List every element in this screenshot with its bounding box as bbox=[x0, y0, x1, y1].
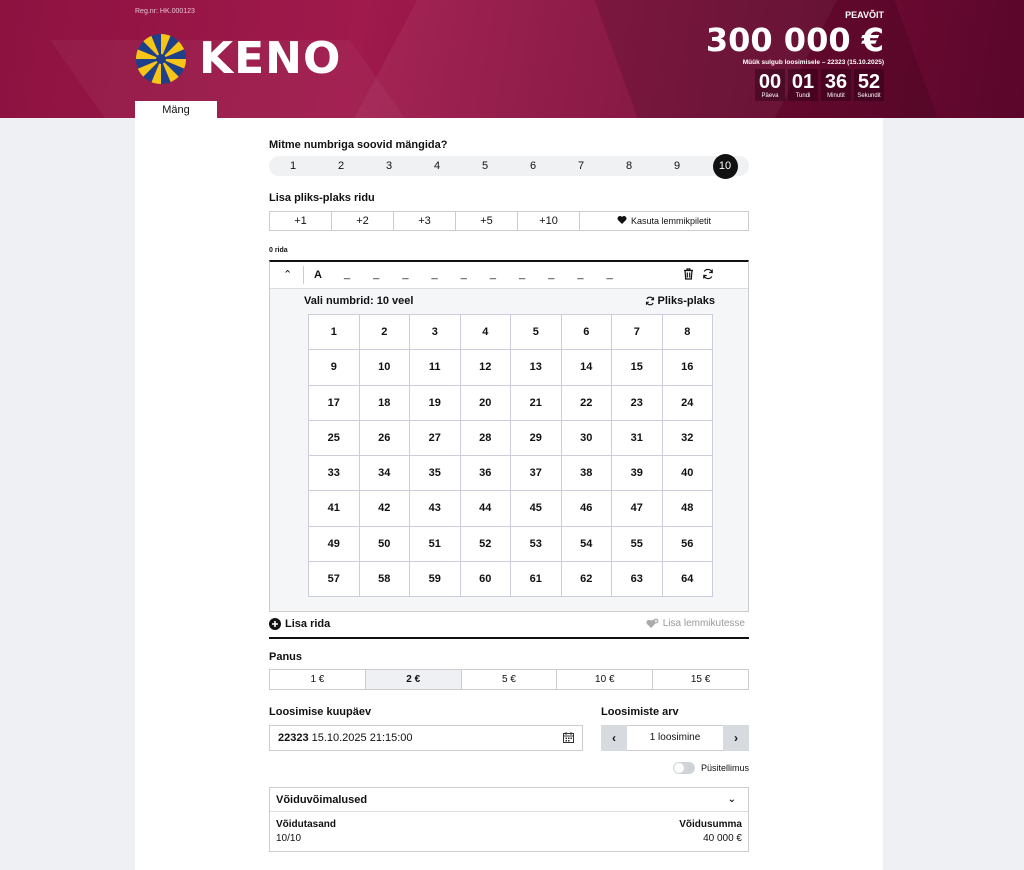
number-cell[interactable]: 8 bbox=[663, 315, 714, 350]
keno-wheel-icon bbox=[135, 33, 187, 85]
stake-option-15[interactable]: 15 € bbox=[690, 674, 711, 685]
number-cell[interactable]: 16 bbox=[663, 350, 714, 385]
stake-option-5[interactable]: 5 € bbox=[462, 670, 558, 689]
winnings-panel bbox=[269, 787, 749, 852]
number-cell[interactable]: 64 bbox=[663, 562, 714, 597]
plus-circle-icon bbox=[269, 618, 281, 630]
number-cell[interactable]: 55 bbox=[612, 527, 663, 562]
number-cell[interactable]: 4 bbox=[461, 315, 512, 350]
number-cell[interactable]: 24 bbox=[663, 386, 714, 421]
draws-stepper bbox=[601, 725, 749, 751]
number-cell[interactable]: 19 bbox=[410, 386, 461, 421]
subscription-toggle[interactable] bbox=[673, 762, 695, 774]
number-cell[interactable]: 59 bbox=[410, 562, 461, 597]
board-row-header bbox=[270, 262, 748, 289]
number-cell[interactable]: 56 bbox=[663, 527, 714, 562]
number-count-option[interactable] bbox=[269, 156, 317, 176]
number-count-option[interactable] bbox=[557, 156, 605, 176]
heart-plus-icon bbox=[646, 618, 659, 629]
number-cell[interactable]: 7 bbox=[612, 315, 663, 350]
add-to-favorites-label: Lisa lemmikutesse bbox=[662, 618, 745, 629]
registration-number: Reg.nr: HK.000123 bbox=[135, 8, 195, 15]
number-cell[interactable]: 37 bbox=[511, 456, 562, 491]
number-cell[interactable]: 45 bbox=[511, 491, 562, 526]
stake-selector bbox=[269, 669, 749, 690]
jackpot-label: PEAVÕIT bbox=[845, 10, 884, 20]
number-count-label: 4 bbox=[433, 160, 441, 172]
pick-instruction: Vali numbrid: 10 veel bbox=[304, 295, 414, 307]
number-count-label: 9 bbox=[673, 160, 681, 172]
stake-option-1[interactable]: 1 € bbox=[270, 670, 366, 689]
subscription-toggle-row bbox=[673, 762, 749, 774]
number-count-option[interactable] bbox=[413, 156, 461, 176]
number-cell[interactable]: 60 bbox=[461, 562, 512, 597]
number-cell[interactable]: 33 bbox=[309, 456, 360, 491]
winnings-header[interactable] bbox=[270, 788, 748, 812]
number-cell[interactable]: 3 bbox=[410, 315, 461, 350]
add-to-favorites-button[interactable] bbox=[646, 618, 745, 629]
number-cell[interactable]: 38 bbox=[562, 456, 613, 491]
winnings-amount-header: Võidusumma bbox=[679, 819, 742, 830]
jackpot-amount: 300 000 € bbox=[705, 21, 884, 59]
use-favorite-label: Kasuta lemmikpiletit bbox=[630, 216, 712, 226]
number-count-label: 5 bbox=[481, 160, 489, 172]
number-cell[interactable]: 1 bbox=[309, 315, 360, 350]
number-cell[interactable]: 34 bbox=[360, 456, 411, 491]
refresh-icon bbox=[645, 296, 655, 306]
chevron-right-icon[interactable]: › bbox=[723, 725, 749, 751]
row-letter: A bbox=[314, 269, 322, 281]
quickpick-plus-2[interactable]: +2 bbox=[332, 212, 394, 230]
number-board bbox=[269, 260, 749, 612]
number-cell[interactable]: 57 bbox=[309, 562, 360, 597]
divider bbox=[303, 266, 304, 284]
subscription-label: Püsitellimus bbox=[700, 763, 749, 773]
number-cell[interactable]: 47 bbox=[612, 491, 663, 526]
quick-pick-button[interactable] bbox=[645, 295, 715, 307]
stake-option-10[interactable]: 10 € bbox=[557, 670, 653, 689]
refresh-icon[interactable] bbox=[702, 268, 714, 280]
main-panel bbox=[135, 118, 883, 870]
sale-closes-text: Müük sulgub loosimisele – 22323 (15.10.2025) bbox=[742, 59, 884, 66]
countdown-seconds: 52 Sekundit bbox=[854, 69, 884, 101]
winnings-level-value: 10/10 bbox=[276, 833, 302, 844]
number-cell[interactable]: 50 bbox=[360, 527, 411, 562]
number-grid bbox=[308, 314, 713, 597]
number-count-option[interactable] bbox=[701, 156, 749, 176]
countdown-hours: 01 Tundi bbox=[788, 69, 818, 101]
winnings-amount-column bbox=[679, 819, 742, 844]
stake-title: Panus bbox=[269, 651, 303, 663]
number-cell[interactable]: 31 bbox=[612, 421, 663, 456]
number-cell[interactable]: 40 bbox=[663, 456, 714, 491]
number-cell[interactable]: 48 bbox=[663, 491, 714, 526]
number-count-option[interactable] bbox=[365, 156, 413, 176]
draw-number: 22323 bbox=[278, 732, 309, 744]
draw-date-title: Loosimise kuupäev bbox=[269, 706, 372, 718]
number-count-label: 6 bbox=[529, 160, 537, 172]
jackpot bbox=[706, 10, 884, 101]
trash-icon[interactable] bbox=[683, 268, 694, 280]
number-cell[interactable]: 58 bbox=[360, 562, 411, 597]
number-cell[interactable]: 5 bbox=[511, 315, 562, 350]
quickpick-bar bbox=[269, 211, 749, 231]
numbers-question: Mitme numbriga soovid mängida? bbox=[269, 139, 448, 151]
quickpick-plus-3[interactable]: +3 bbox=[394, 212, 456, 230]
number-cell[interactable]: 27 bbox=[410, 421, 461, 456]
calendar-icon bbox=[563, 732, 574, 743]
chevron-up-icon[interactable]: ⌃ bbox=[283, 269, 293, 281]
number-cell[interactable]: 26 bbox=[360, 421, 411, 456]
number-count-label: 3 bbox=[385, 160, 393, 172]
quickpick-plus-1[interactable]: +1 bbox=[270, 212, 332, 230]
draw-datetime: 15.10.2025 21:15:00 bbox=[311, 732, 413, 744]
number-cell[interactable]: 10 bbox=[360, 350, 411, 385]
number-cell[interactable]: 12 bbox=[461, 350, 512, 385]
number-cell[interactable]: 51 bbox=[410, 527, 461, 562]
logo-text: KENO bbox=[199, 33, 342, 84]
winnings-level-header: Võidutasand bbox=[276, 819, 337, 830]
number-cell[interactable]: 21 bbox=[511, 386, 562, 421]
heart-icon bbox=[617, 215, 627, 225]
number-count-selector bbox=[269, 156, 749, 176]
number-cell[interactable]: 52 bbox=[461, 527, 512, 562]
number-cell[interactable]: 62 bbox=[562, 562, 613, 597]
number-cell[interactable]: 54 bbox=[562, 527, 613, 562]
number-cell[interactable]: 18 bbox=[360, 386, 411, 421]
number-cell[interactable]: 43 bbox=[410, 491, 461, 526]
winnings-level-column bbox=[276, 819, 336, 844]
quickpick-plus-5[interactable]: +5 bbox=[456, 212, 518, 230]
number-cell[interactable]: 32 bbox=[663, 421, 714, 456]
quick-pick-label: Pliks-plaks bbox=[657, 295, 715, 307]
number-cell[interactable]: 63 bbox=[612, 562, 663, 597]
number-cell[interactable]: 2 bbox=[360, 315, 411, 350]
number-cell[interactable]: 42 bbox=[360, 491, 411, 526]
number-cell[interactable]: 28 bbox=[461, 421, 512, 456]
number-cell[interactable]: 35 bbox=[410, 456, 461, 491]
number-count-option[interactable] bbox=[653, 156, 701, 176]
number-cell[interactable]: 22 bbox=[562, 386, 613, 421]
countdown-days: 00 Päeva bbox=[755, 69, 785, 101]
number-cell[interactable]: 14 bbox=[562, 350, 613, 385]
number-count-label: 7 bbox=[577, 160, 585, 172]
draws-count-title: Loosimiste arv bbox=[601, 706, 679, 718]
number-cell[interactable]: 11 bbox=[410, 350, 461, 385]
number-count-label: 8 bbox=[625, 160, 633, 172]
board-body bbox=[270, 289, 748, 611]
winnings-title: Võiduvõimalused bbox=[276, 794, 368, 806]
number-cell[interactable]: 41 bbox=[309, 491, 360, 526]
rows-count: 0 rida bbox=[269, 247, 288, 254]
number-count-label: 10 bbox=[713, 154, 738, 179]
number-cell[interactable]: 15 bbox=[612, 350, 663, 385]
countdown-minutes: 36 Minutit bbox=[821, 69, 851, 101]
selected-numbers-placeholder: _ _ _ _ _ _ _ _ _ _ bbox=[344, 268, 623, 280]
quickpick-plus-10[interactable]: +10 bbox=[518, 212, 580, 230]
number-count-label: 1 bbox=[289, 160, 297, 172]
number-count-option[interactable] bbox=[461, 156, 509, 176]
number-cell[interactable]: 17 bbox=[309, 386, 360, 421]
number-cell[interactable]: 36 bbox=[461, 456, 512, 491]
draws-count-value: 1 loosimine bbox=[627, 725, 723, 751]
tab-game[interactable]: Mäng bbox=[135, 101, 217, 120]
number-cell[interactable]: 44 bbox=[461, 491, 512, 526]
draw-date-select[interactable] bbox=[269, 725, 583, 751]
number-cell[interactable]: 61 bbox=[511, 562, 562, 597]
use-favorite-ticket-button[interactable] bbox=[580, 212, 748, 230]
quickpick-title: Lisa pliks-plaks ridu bbox=[269, 192, 375, 204]
number-cell[interactable]: 20 bbox=[461, 386, 512, 421]
number-cell[interactable]: 23 bbox=[612, 386, 663, 421]
number-cell[interactable]: 13 bbox=[511, 350, 562, 385]
chevron-down-icon: ⌄ bbox=[727, 794, 736, 805]
number-cell[interactable]: 6 bbox=[562, 315, 613, 350]
number-cell[interactable]: 30 bbox=[562, 421, 613, 456]
add-row-label: Lisa rida bbox=[285, 618, 331, 630]
winnings-amount-value: 40 000 € bbox=[703, 833, 742, 844]
number-cell[interactable]: 46 bbox=[562, 491, 613, 526]
number-count-option[interactable] bbox=[317, 156, 365, 176]
number-cell[interactable]: 53 bbox=[511, 527, 562, 562]
countdown bbox=[706, 69, 884, 101]
number-cell[interactable]: 9 bbox=[309, 350, 360, 385]
number-count-option[interactable] bbox=[509, 156, 557, 176]
divider bbox=[269, 637, 749, 639]
number-cell[interactable]: 25 bbox=[309, 421, 360, 456]
number-count-label: 2 bbox=[337, 160, 345, 172]
keno-logo[interactable] bbox=[135, 33, 341, 85]
number-cell[interactable]: 39 bbox=[612, 456, 663, 491]
number-count-option[interactable] bbox=[605, 156, 653, 176]
number-cell[interactable]: 49 bbox=[309, 527, 360, 562]
chevron-left-icon[interactable]: ‹ bbox=[601, 725, 627, 751]
add-row-button[interactable] bbox=[269, 618, 330, 630]
number-cell[interactable]: 29 bbox=[511, 421, 562, 456]
stake-option-2[interactable]: 2 € bbox=[366, 670, 462, 689]
